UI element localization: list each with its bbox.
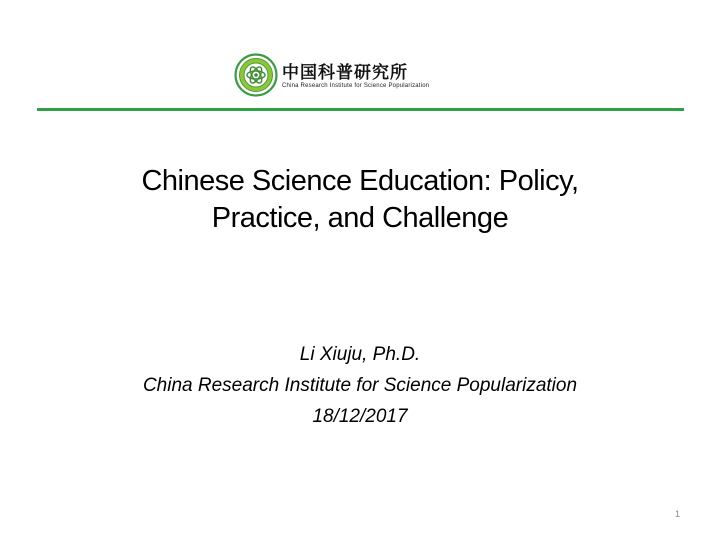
slide-title — [60, 163, 660, 237]
author-institution: China Research Institute for Science Popularization — [142, 375, 578, 396]
title-line-1: Chinese Science Education: Policy, — [141, 165, 579, 197]
institute-emblem-icon — [234, 53, 278, 97]
title-line-2: Practice, and Challenge — [211, 202, 509, 234]
page-number: 1 — [674, 509, 680, 519]
institute-logo — [234, 52, 430, 96]
header-divider — [37, 108, 684, 111]
institute-name-chinese: 中国科普研究所 — [282, 63, 408, 83]
author-name: Li Xiuju, Ph.D. — [299, 344, 421, 365]
institute-name-english: China Research Institute for Science Popularization — [282, 83, 430, 89]
slide-subtitle — [60, 339, 660, 432]
presentation-date: 18/12/2017 — [312, 406, 408, 427]
